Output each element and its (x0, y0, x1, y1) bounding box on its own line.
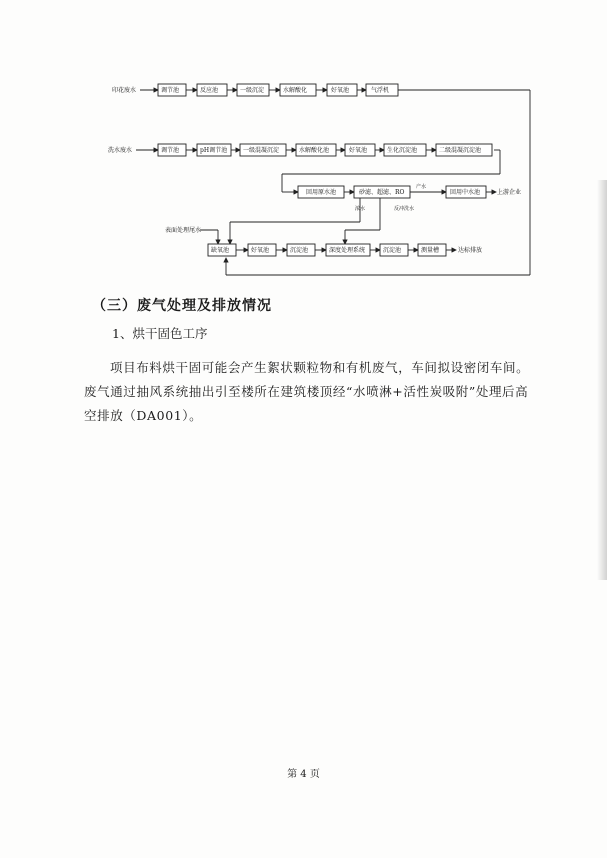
body-paragraph: 项目布料烘干固可能会产生絮状颗粒物和有机废气，车间拟设密闭车间。废气通过抽风系统抽出引至楼所在建筑楼顶经“水喷淋+活性炭吸附”处理后高空排放（DA001）。 (84, 360, 530, 423)
flow-label-concentrate: 浓水 (355, 206, 366, 212)
svg-text:生化沉淀池: 生化沉淀池 (387, 147, 418, 154)
svg-text:二级混凝沉淀池: 二级混凝沉淀池 (439, 147, 482, 154)
svg-text:水解酸化: 水解酸化 (283, 87, 308, 94)
svg-text:反应池: 反应池 (200, 87, 219, 94)
wastewater-flow-diagram (0, 70, 607, 280)
flow-box (384, 144, 426, 156)
svg-text:调节池: 调节池 (161, 147, 180, 154)
flow-source-surface: 表面处理尾水 (165, 227, 202, 234)
flow-box (380, 244, 408, 256)
page-number: 第 4 页 (287, 769, 320, 780)
svg-text:pH调节池: pH调节池 (200, 147, 228, 154)
section-subheading: 1、烘干固色工序 (112, 326, 208, 341)
flow-destination-upstream: 上游企业 (497, 189, 522, 196)
flow-box (326, 244, 370, 256)
svg-text:好氧池: 好氧池 (251, 247, 270, 254)
svg-text:回用原水池: 回用原水池 (306, 189, 337, 196)
svg-text:回用中水池: 回用中水池 (450, 189, 481, 196)
red-seal-stamp (2, 488, 28, 588)
flow-box (327, 84, 357, 96)
flow-box (158, 84, 186, 96)
flow-box (248, 244, 276, 256)
flow-destination-discharge: 达标排放 (458, 247, 483, 254)
flow-box (240, 144, 286, 156)
svg-text:水解酸化池: 水解酸化池 (299, 147, 330, 154)
svg-text:调节池: 调节池 (161, 87, 180, 94)
flow-box (345, 144, 375, 156)
flow-box (436, 144, 492, 156)
flow-box (298, 186, 344, 198)
flow-box (446, 186, 486, 198)
svg-text:测量槽: 测量槽 (421, 247, 440, 254)
flow-box (197, 84, 227, 96)
flow-box (366, 84, 398, 96)
svg-text:一级沉淀: 一级沉淀 (240, 87, 265, 94)
flow-label-product: 产水 (416, 184, 427, 190)
flow-box (418, 244, 446, 256)
flow-box (237, 84, 269, 96)
flow-source-printing: 印花废水 (112, 87, 137, 94)
flow-box (287, 244, 315, 256)
section-heading: （三）废气处理及排放情况 (92, 298, 272, 314)
svg-text:好氧池: 好氧池 (349, 147, 368, 154)
flow-box (280, 84, 316, 96)
flow-box (197, 144, 231, 156)
flow-box (208, 244, 236, 256)
svg-text:沉淀池: 沉淀池 (383, 247, 402, 254)
svg-text:沉淀池: 沉淀池 (290, 247, 309, 254)
flow-box (158, 144, 186, 156)
flow-box (354, 186, 410, 198)
flow-source-washing: 洗水废水 (108, 147, 133, 154)
flow-box (296, 144, 336, 156)
svg-text:缺氧池: 缺氧池 (211, 247, 230, 254)
svg-text:深度处理系统: 深度处理系统 (329, 247, 366, 254)
svg-text:气浮机: 气浮机 (371, 87, 390, 94)
svg-text:好氧池: 好氧池 (331, 87, 350, 94)
flow-label-backwash: 反冲洗水 (394, 206, 415, 212)
svg-text:砂滤、超滤、RO: 砂滤、超滤、RO (359, 189, 405, 196)
svg-text:一级混凝沉淀: 一级混凝沉淀 (243, 147, 280, 154)
